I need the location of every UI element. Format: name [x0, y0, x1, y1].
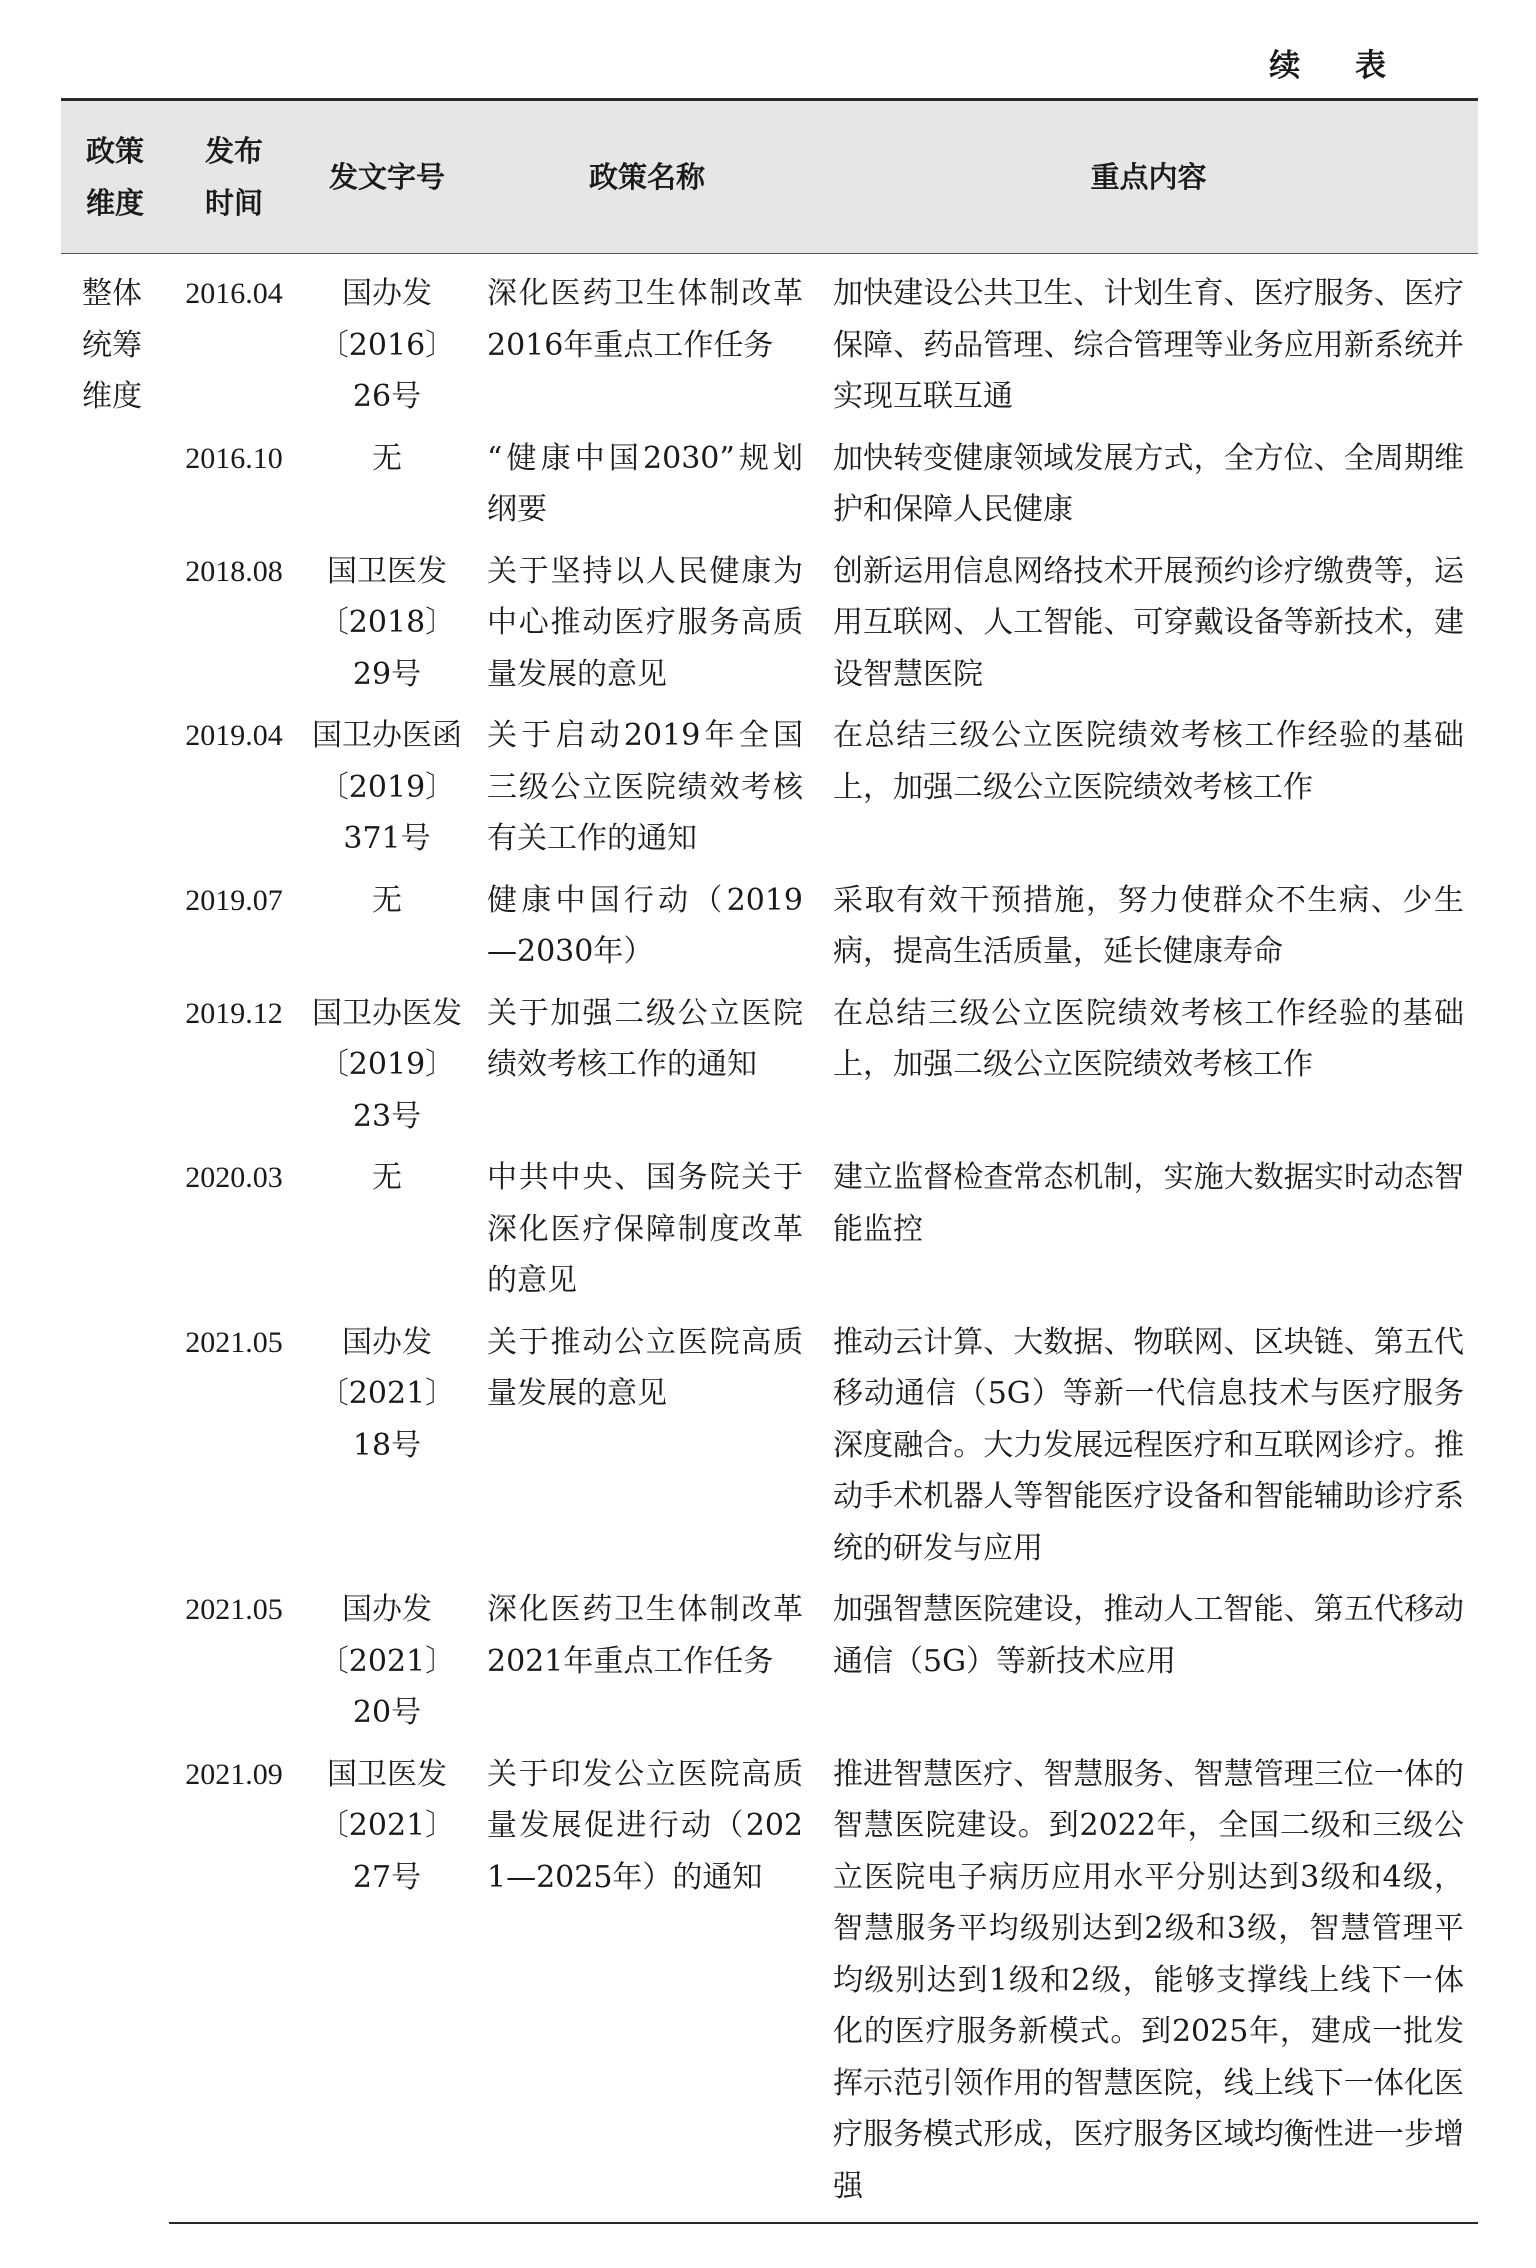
content-cell: 加快建设公共卫生、计划生育、医疗服务、医疗保障、药品管理、综合管理等业务应用新系统并实现互联互通: [833, 276, 1464, 414]
doc-number-cell: [299, 546, 475, 711]
policy-name-cell: 关于坚持以人民健康为中心推动医疗服务高质量发展的意见: [487, 553, 803, 692]
header-dim-line-1: 政策: [85, 134, 144, 168]
doc-line: 〔2021〕: [318, 1376, 456, 1411]
policy-name-cell: 深化医药卫生体制改革2016年重点工作任务: [487, 276, 803, 363]
doc-line: 国卫医发: [327, 1756, 447, 1792]
table-row: [61, 988, 1478, 1153]
content-cell: 加强智慧医院建设，推动人工智能、第五代移动通信（5G）等新技术应用: [833, 1592, 1464, 1679]
policy-name-cell: 中共中央、国务院关于深化医疗保障制度改革的意见: [487, 1160, 803, 1298]
table-row: [61, 710, 1478, 875]
table-row: [61, 254, 1478, 433]
date-cell: [169, 1584, 299, 1749]
doc-line: 〔2019〕: [318, 769, 456, 805]
doc-line: 无: [372, 882, 402, 918]
content-cell: 在总结三级公立医院绩效考核工作经验的基础上，加强二级公立医院绩效考核工作: [833, 995, 1464, 1082]
header-key-content: 重点内容: [819, 100, 1478, 254]
doc-line: 〔2021〕: [318, 1808, 456, 1843]
date-text: 2019.04: [185, 719, 283, 752]
table-row: [61, 1317, 1478, 1585]
doc-line: 无: [372, 440, 402, 476]
header-policy-name: 政策名称: [475, 100, 819, 254]
doc-number-cell: [299, 710, 475, 875]
table-row: [61, 1584, 1478, 1749]
date-cell: [169, 988, 299, 1153]
date-text: 2016.04: [185, 277, 283, 310]
doc-line: 国办发: [342, 1592, 432, 1627]
table-row: [61, 433, 1478, 546]
doc-line: 无: [372, 1160, 402, 1195]
date-cell: [169, 1152, 299, 1317]
doc-line: 国办发: [342, 276, 432, 311]
doc-line: 国卫办医发: [312, 995, 462, 1031]
date-cell: [169, 254, 299, 433]
content-cell: 加快转变健康领域发展方式，全方位、全周期维护和保障人民健康: [833, 440, 1464, 527]
date-cell: [169, 710, 299, 875]
table-row: [61, 546, 1478, 711]
doc-line: 〔2019〕: [318, 1047, 456, 1082]
policy-name-cell: 关于启动2019年全国三级公立医院绩效考核有关工作的通知: [487, 718, 803, 856]
doc-line: 〔2018〕: [318, 605, 456, 640]
doc-line: 26号: [352, 379, 422, 414]
doc-number-cell: [299, 988, 475, 1153]
doc-line: 29号: [352, 656, 422, 692]
doc-number-cell: [299, 254, 475, 433]
policy-name-cell: “健康中国2030”规划纲要: [487, 440, 803, 527]
policy-name-cell: 深化医药卫生体制改革2021年重点工作任务: [487, 1592, 803, 1679]
content-cell: 创新运用信息网络技术开展预约诊疗缴费等，运用互联网、人工智能、可穿戴设备等新技术，建设智慧医院: [833, 553, 1464, 692]
doc-line: 18号: [352, 1427, 422, 1463]
header-dim-line-2: 维度: [85, 186, 144, 220]
doc-line: 国卫医发: [327, 553, 447, 589]
date-cell: [169, 1749, 299, 2224]
doc-line: 国办发: [342, 1324, 432, 1360]
content-cell: 推进智慧医疗、智慧服务、智慧管理三位一体的智慧医院建设。到2022年，全国二级和三级公立医院电子病历应用水平分别达到3级和4级，智慧服务平均级别达到2级和3级，智慧管理平均级别达到1级和2级，能够支撑线上线下一体化的医疗服务新模式。到2025年，建成一批发挥示范引领作用的智慧医院，线上线下一体化医疗服务模式形成，医疗服务区域均衡性进一步增强: [819, 1749, 1478, 2224]
date-text: 2019.12: [185, 996, 283, 1030]
date-text: 2018.08: [185, 554, 283, 588]
date-text: 2016.10: [185, 441, 283, 475]
doc-number-cell: [299, 1584, 475, 1749]
content-cell: 建立监督检查常态机制，实施大数据实时动态智能监控: [833, 1160, 1464, 1247]
policy-name-cell: 关于推动公立医院高质量发展的意见: [487, 1324, 803, 1411]
doc-line: 27号: [352, 1859, 422, 1895]
date-text: 2019.07: [185, 883, 283, 917]
policy-name-cell: 健康中国行动（2019—2030年）: [487, 882, 803, 969]
date-cell: [169, 875, 299, 988]
doc-line: 20号: [352, 1695, 422, 1730]
doc-line: 371号: [343, 821, 431, 856]
dimension-line: 统筹: [82, 327, 142, 363]
policy-table: [61, 98, 1478, 2224]
content-cell: 采取有效干预措施，努力使群众不生病、少生病，提高生活质量，延长健康寿命: [833, 882, 1464, 969]
doc-line: 〔2016〕: [318, 327, 456, 363]
content-cell: 推动云计算、大数据、物联网、区块链、第五代移动通信（5G）等新一代信息技术与医疗服务深度融合。大力发展远程医疗和互联网诊疗。推动手术机器人等智能医疗设备和智能辅助诊疗系统的研发与应用: [833, 1324, 1464, 1566]
doc-line: 〔2021〕: [318, 1643, 456, 1679]
table-row: [61, 875, 1478, 988]
table-row: [61, 1152, 1478, 1317]
date-text: 2021.09: [185, 1757, 283, 1791]
dimension-line: 整体: [82, 276, 142, 311]
doc-number-cell: [299, 1152, 475, 1317]
policy-name-cell: 关于印发公立医院高质量发展促进行动（2021—2025年）的通知: [475, 1749, 819, 2224]
header-document-number: 发文字号: [299, 100, 475, 254]
dimension-cell: [61, 254, 169, 2224]
date-text: 2021.05: [185, 1325, 283, 1359]
table-row: [61, 1749, 1478, 2224]
table-header-row: [61, 100, 1478, 254]
doc-line: 23号: [352, 1098, 422, 1134]
header-release-date: [169, 100, 299, 254]
header-date-line-1: 发布: [204, 134, 263, 168]
doc-number-cell: [299, 1317, 475, 1585]
doc-line: 国卫办医函: [312, 718, 462, 753]
doc-number-cell: [299, 1749, 475, 2224]
dimension-line: 维度: [82, 379, 142, 414]
date-cell: [169, 546, 299, 711]
date-cell: [169, 1317, 299, 1585]
date-cell: [169, 433, 299, 546]
doc-number-cell: [299, 875, 475, 988]
doc-number-cell: [299, 433, 475, 546]
header-policy-dimension: [61, 100, 169, 254]
continued-table-label: 续 表: [1269, 48, 1408, 84]
policy-name-cell: 关于加强二级公立医院绩效考核工作的通知: [487, 995, 803, 1082]
date-text: 2021.05: [185, 1593, 283, 1626]
header-date-line-2: 时间: [204, 186, 263, 220]
content-cell: 在总结三级公立医院绩效考核工作经验的基础上，加强二级公立医院绩效考核工作: [833, 718, 1464, 805]
date-text: 2020.03: [185, 1161, 283, 1194]
table-body: [61, 254, 1478, 2224]
